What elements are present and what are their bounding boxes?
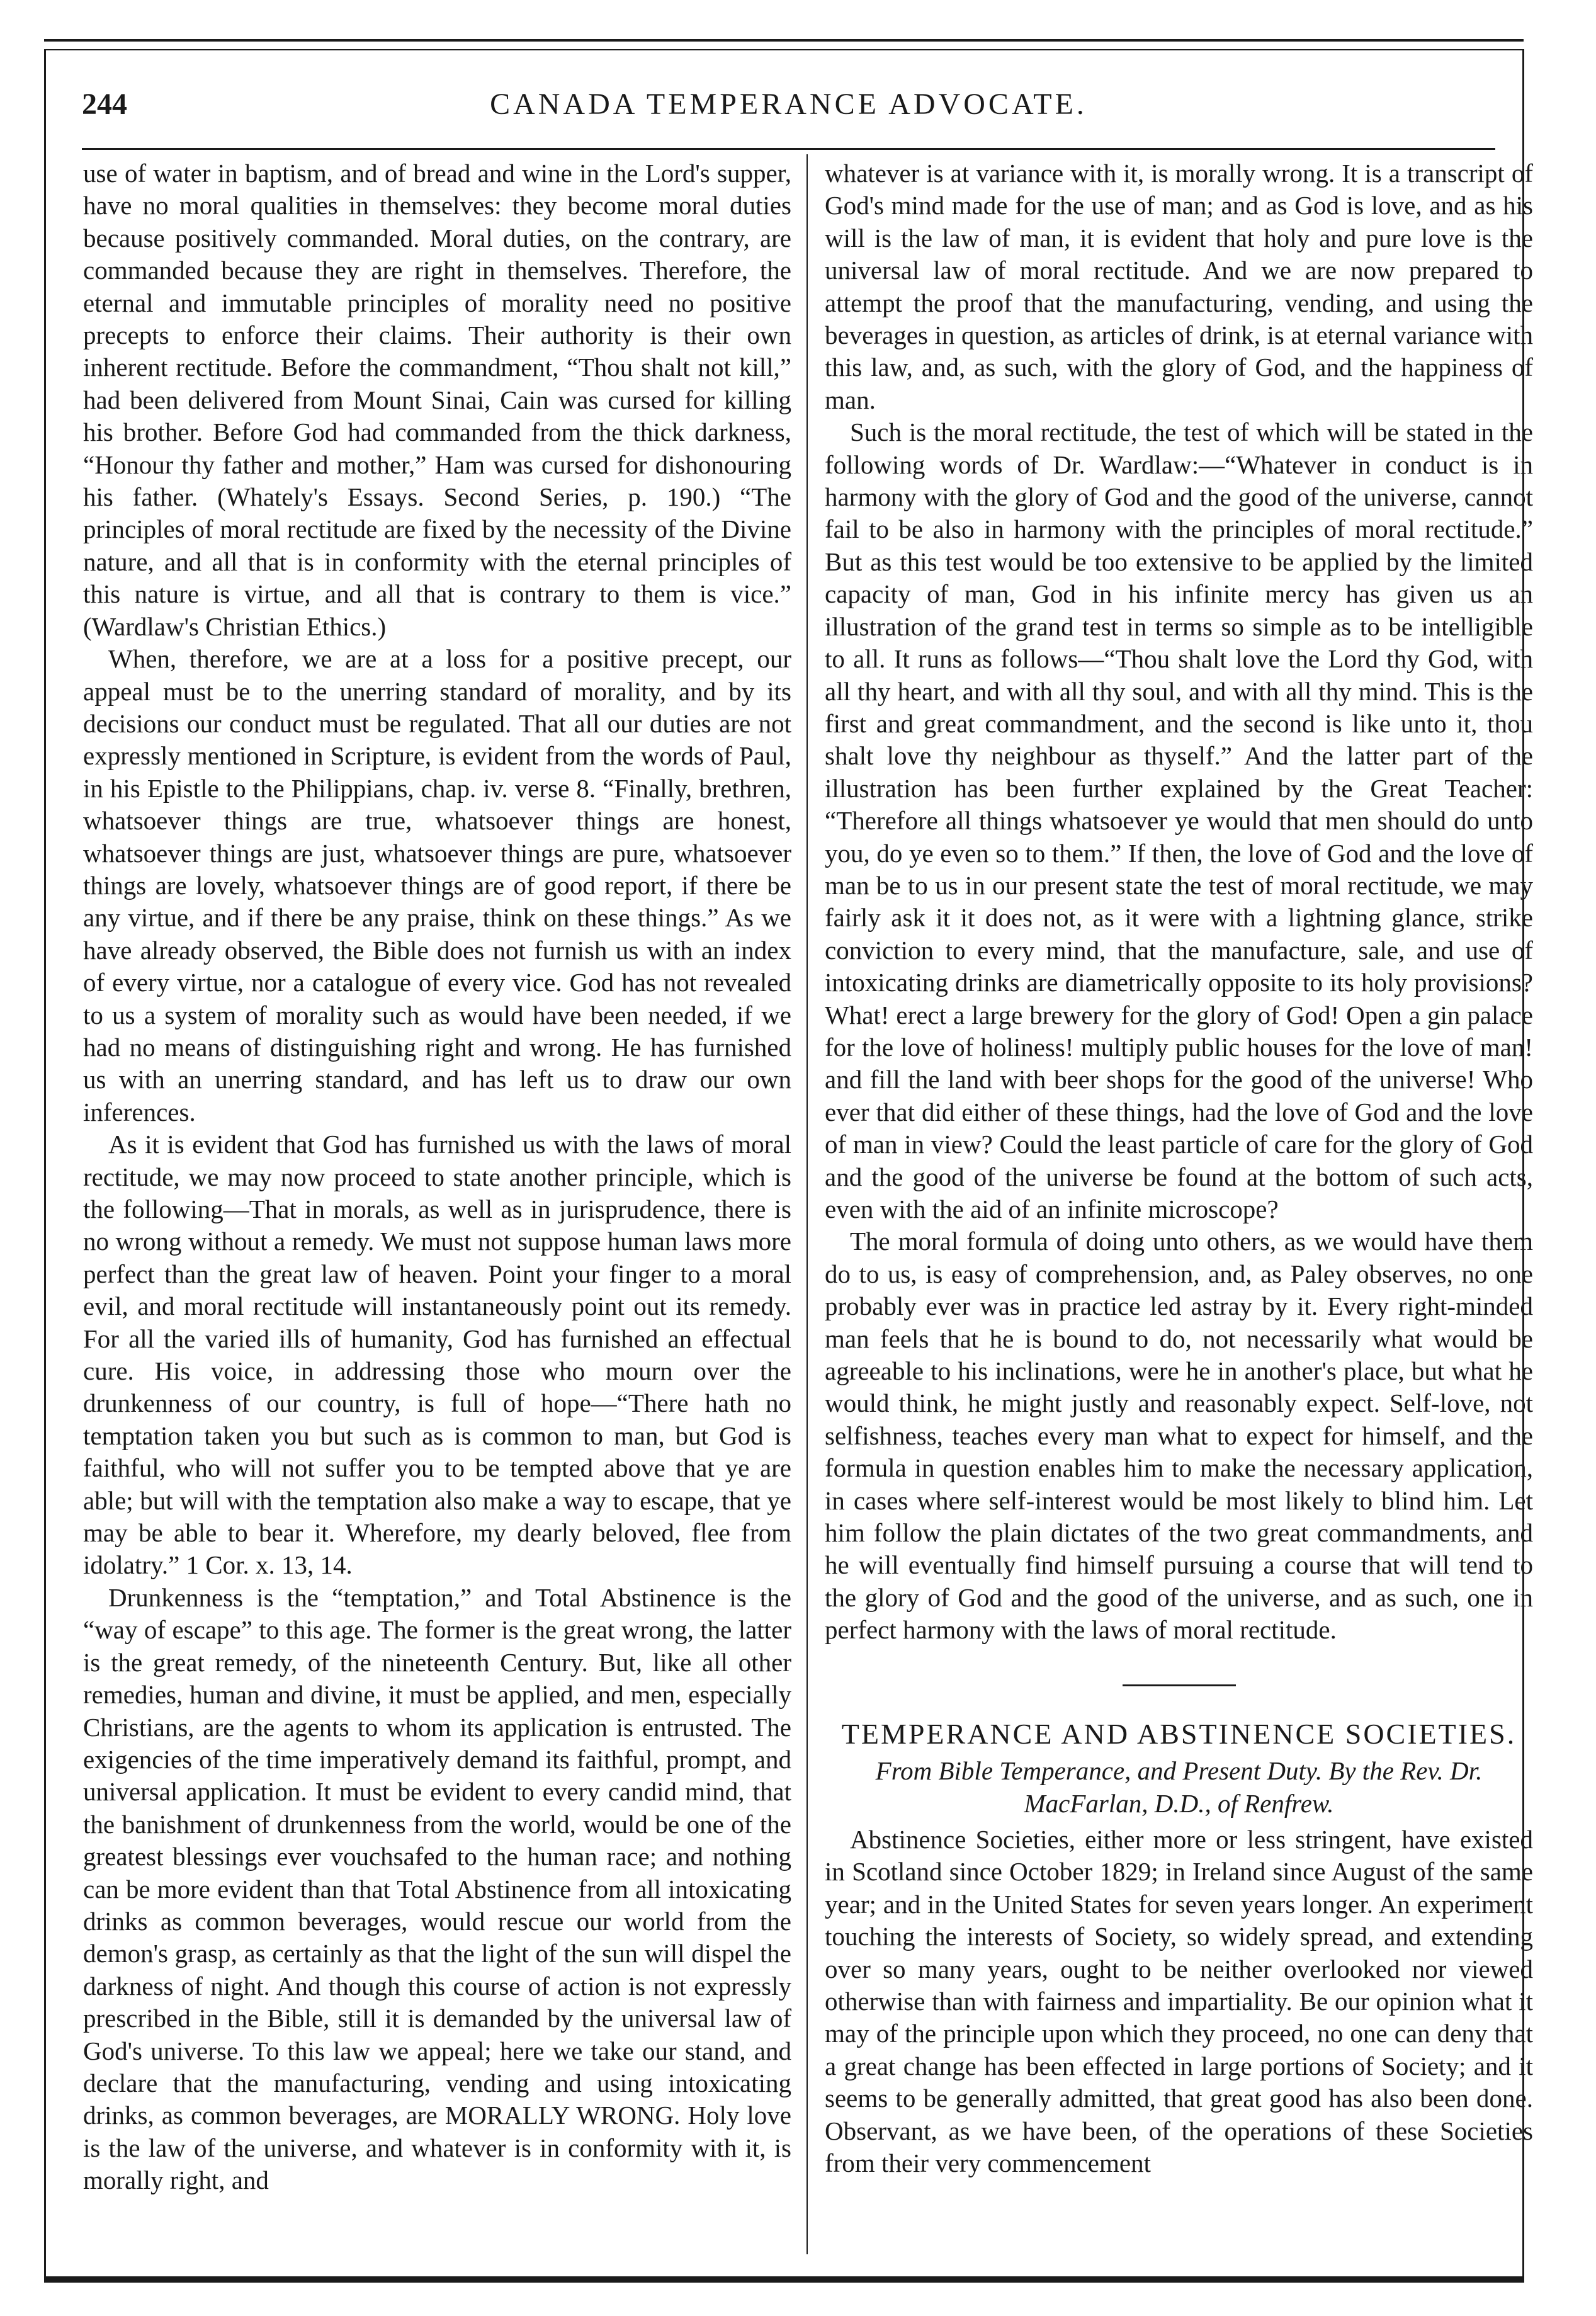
article-source-line: From Bible Temperance, and Present Duty. By the Rev. Dr. [875,1756,1483,1786]
paragraph: Abstinence Societies, either more or less stringent, have existed in Scotland since October 1829; in Ireland since August of the same year; and in the United States for seven years longer. An experiment touching the interests of Society, so widely spread, and extending over so many years, ought to be neither overlooked nor viewed otherwise than with fairness and impartiality. Be our opinion what it may of the principle upon which they proceed, no one can deny that a great change has been effected in large portions of Society; and it seems to be generally admitted, that great good has also been done. Observant, as we have been, of the operations of these Societies from their very commencement [825,1824,1533,2177]
paragraph: use of water in baptism, and of bread and wine in the Lord's supper, have no moral qualities in themselves: they become moral duties because positively commanded. Moral duties, on the contrary, are commanded because they are right in themselves. Therefore, the eternal and immutable principles of morality need no positive precepts to enforce their claims. Their authority is their own inherent rectitude. Before the commandment, “Thou shalt not kill,” had been delivered from Mount Sinai, Cain was cursed for killing his brother. Before God had commanded from the thick darkness, “Honour thy father and mother,” Ham was cursed for dishonouring his father. (Whately's Essays. Second Series, p. 190.) “The principles of moral rectitude are fixed by the necessity of the Divine nature, and all that is in conformity with the eternal principles of this nature is virtue, and all that is contrary to them is vice.” (Wardlaw's Christian Ethics.) [83,159,791,641]
paragraph: Such is the moral rectitude, the test of which will be stated in the following words of Dr. Wardlaw:—“Whatever in conduct is in harmony with the glory of God and the good of the universe, cannot fail to be also in harmony with the principles of moral rectitude.” But as this test would be too extensive to be applied by the limited capacity of man, God in his infinite mercy has given us an illustration of the grand test in terms so simple as to be intelligible to all. It runs as follows—“Thou shalt love the Lord thy God, with all thy heart, and with all thy soul, and with all thy mind. This is the first and great commandment, and the second is like unto it, thou shalt love thy neighbour as thyself.” And the latter part of the illustration has been further explained by the Great Teacher: “Therefore all things whatsoever ye would that men should do unto you, do ye even so to them.” If then, the love of God and the love of man be to us in our present state the test of moral rectitude, we may fairly ask it it does not, as it were with a lightning glance, strike conviction to every mind, that the manufacture, sale, and use of intoxicating drinks are diametrically opposite to its holy provisions? What! erect a large brewery for the glory of God! Open a gin palace for the love of holiness! multiply public houses for the love of man! and fill the land with beer shops for the good of the universe! Who ever that did either of these things, had the love of God and the love of man in view? Could the least particle of care for the glory of God and the good of the universe be found at the bottom of such acts, even with the aid of an infinite microscope? [825,417,1533,1223]
running-title: CANADA TEMPERANCE ADVOCATE. [490,88,1087,121]
left-column [83,157,791,2197]
header-rule [82,148,1495,150]
paragraph: The moral formula of doing unto others, as we would have them do to us, is easy of comprehension, and, as Paley observes, no one probably ever was in practice led astray by it. Every right-minded man feels that he is bound to do, not necessarily what would be agreeable to his inclinations, were he in another's place, but what he would think, he might justly and reasonably expect. Self-love, not selfishness, teaches every man what to expect for himself, and the formula in question enables him to make the necessary application, in cases where self-interest would be most likely to blind him. Let him follow the plain dictates of the two great commandments, and he will eventually find himself pursuing a course that will tend to the glory of God and the good of the universe, and as such, one in perfect harmony with the laws of moral rectitude. [825,1227,1533,1645]
paragraph: Drunkenness is the “temptation,” and Total Abstinence is the “way of escape” to this age. The former is the great wrong, the latter is the great remedy, of the nineteenth Century. But, like all other remedies, human and divine, it must be applied, and men, especially Christians, are the agents to whom its application is entrusted. The exigencies of the time imperatively demand its faithful, prompt, and universal application. It must be evident to every candid mind, that the banishment of drunkenness from the world, would be one of the greatest blessings ever vouchsafed to the human race; and nothing can be more evident than that Total Abstinence from all intoxicating drinks as common beverages, would rescue our world from the demon's grasp, as certainly as that the light of the sun will dispel the darkness of night. And though this course of action is not expressly prescribed in the Bible, still it is demanded by the universal law of God's universe. To this law we appeal; here we take our stand, and declare that the manufacturing, vending and using intoxicating drinks, as common beverages, are MORALLY WRONG. Holy love is the law of the universe, and whatever is in conformity with it, is morally right, and [83,1582,791,2195]
paragraph: When, therefore, we are at a loss for a positive precept, our appeal must be to the unerring standard of morality, and by its decisions our conduct must be regulated. That all our duties are not expressly mentioned in Scripture, is evident from the words of Paul, in his Epistle to the Philippians, chap. iv. verse 8. “Finally, brethren, whatsoever things are true, whatsoever things are honest, whatsoever things are just, whatsoever things are pure, whatsoever things are lovely, whatsoever things are of good report, if there be any virtue, and if there be any praise, think on these things.” As we have already observed, the Bible does not furnish us with an index of every virtue, nor a catalogue of every vice. God has not revealed to us a system of morality such as would have been needed, if we had no means of distinguishing right and wrong. He has furnished us with an unerring standard, and has left us to draw our own inferences. [83,644,791,1127]
article-heading: TEMPERANCE AND ABSTINENCE SOCIETIES. [841,1717,1517,1750]
article-source-line: MacFarlan, D.D., of Renfrew. [1024,1788,1334,1818]
section-divider [1123,1684,1236,1686]
paragraph: As it is evident that God has furnished us with the laws of moral rectitude, we may now proceed to state another principle, which is the following—That in morals, as well as in jurisprudence, there is no wrong without a remedy. We must not suppose human laws more perfect than the great law of heaven. Point your finger to a moral evil, and moral rectitude will instantaneously point out its remedy. For all the varied ills of humanity, God has furnished an effectual cure. His voice, in addressing those who mourn over the drunkenness of our country, is full of hope—“There hath no temptation taken you but such as is common to man, but God is faithful, who will not suffer you to be tempted above that ye are able; but will with the temptation also make a way to escape, that ye may be able to bear it. Wherefore, my dearly beloved, flee from idolatry.” 1 Cor. x. 13, 14. [83,1130,791,1580]
column-divider [806,154,808,2254]
paragraph: whatever is at variance with it, is morally wrong. It is a transcript of God's mind made for the use of man; and as God is love, and as his will is the law of man, it is evident that holy and pure love is the universal law of moral rectitude. And we are now prepared to attempt the proof that the manufacturing, vending, and using the beverages in question, as articles of drink, is at eternal variance with this law, and, as such, with the glory of God, and the happiness of man. [825,159,1533,414]
article-source [825,1755,1533,1820]
top-rule [44,39,1524,42]
right-column [825,157,1533,2179]
page-number: 244 [82,88,127,121]
page-header [82,82,1495,139]
